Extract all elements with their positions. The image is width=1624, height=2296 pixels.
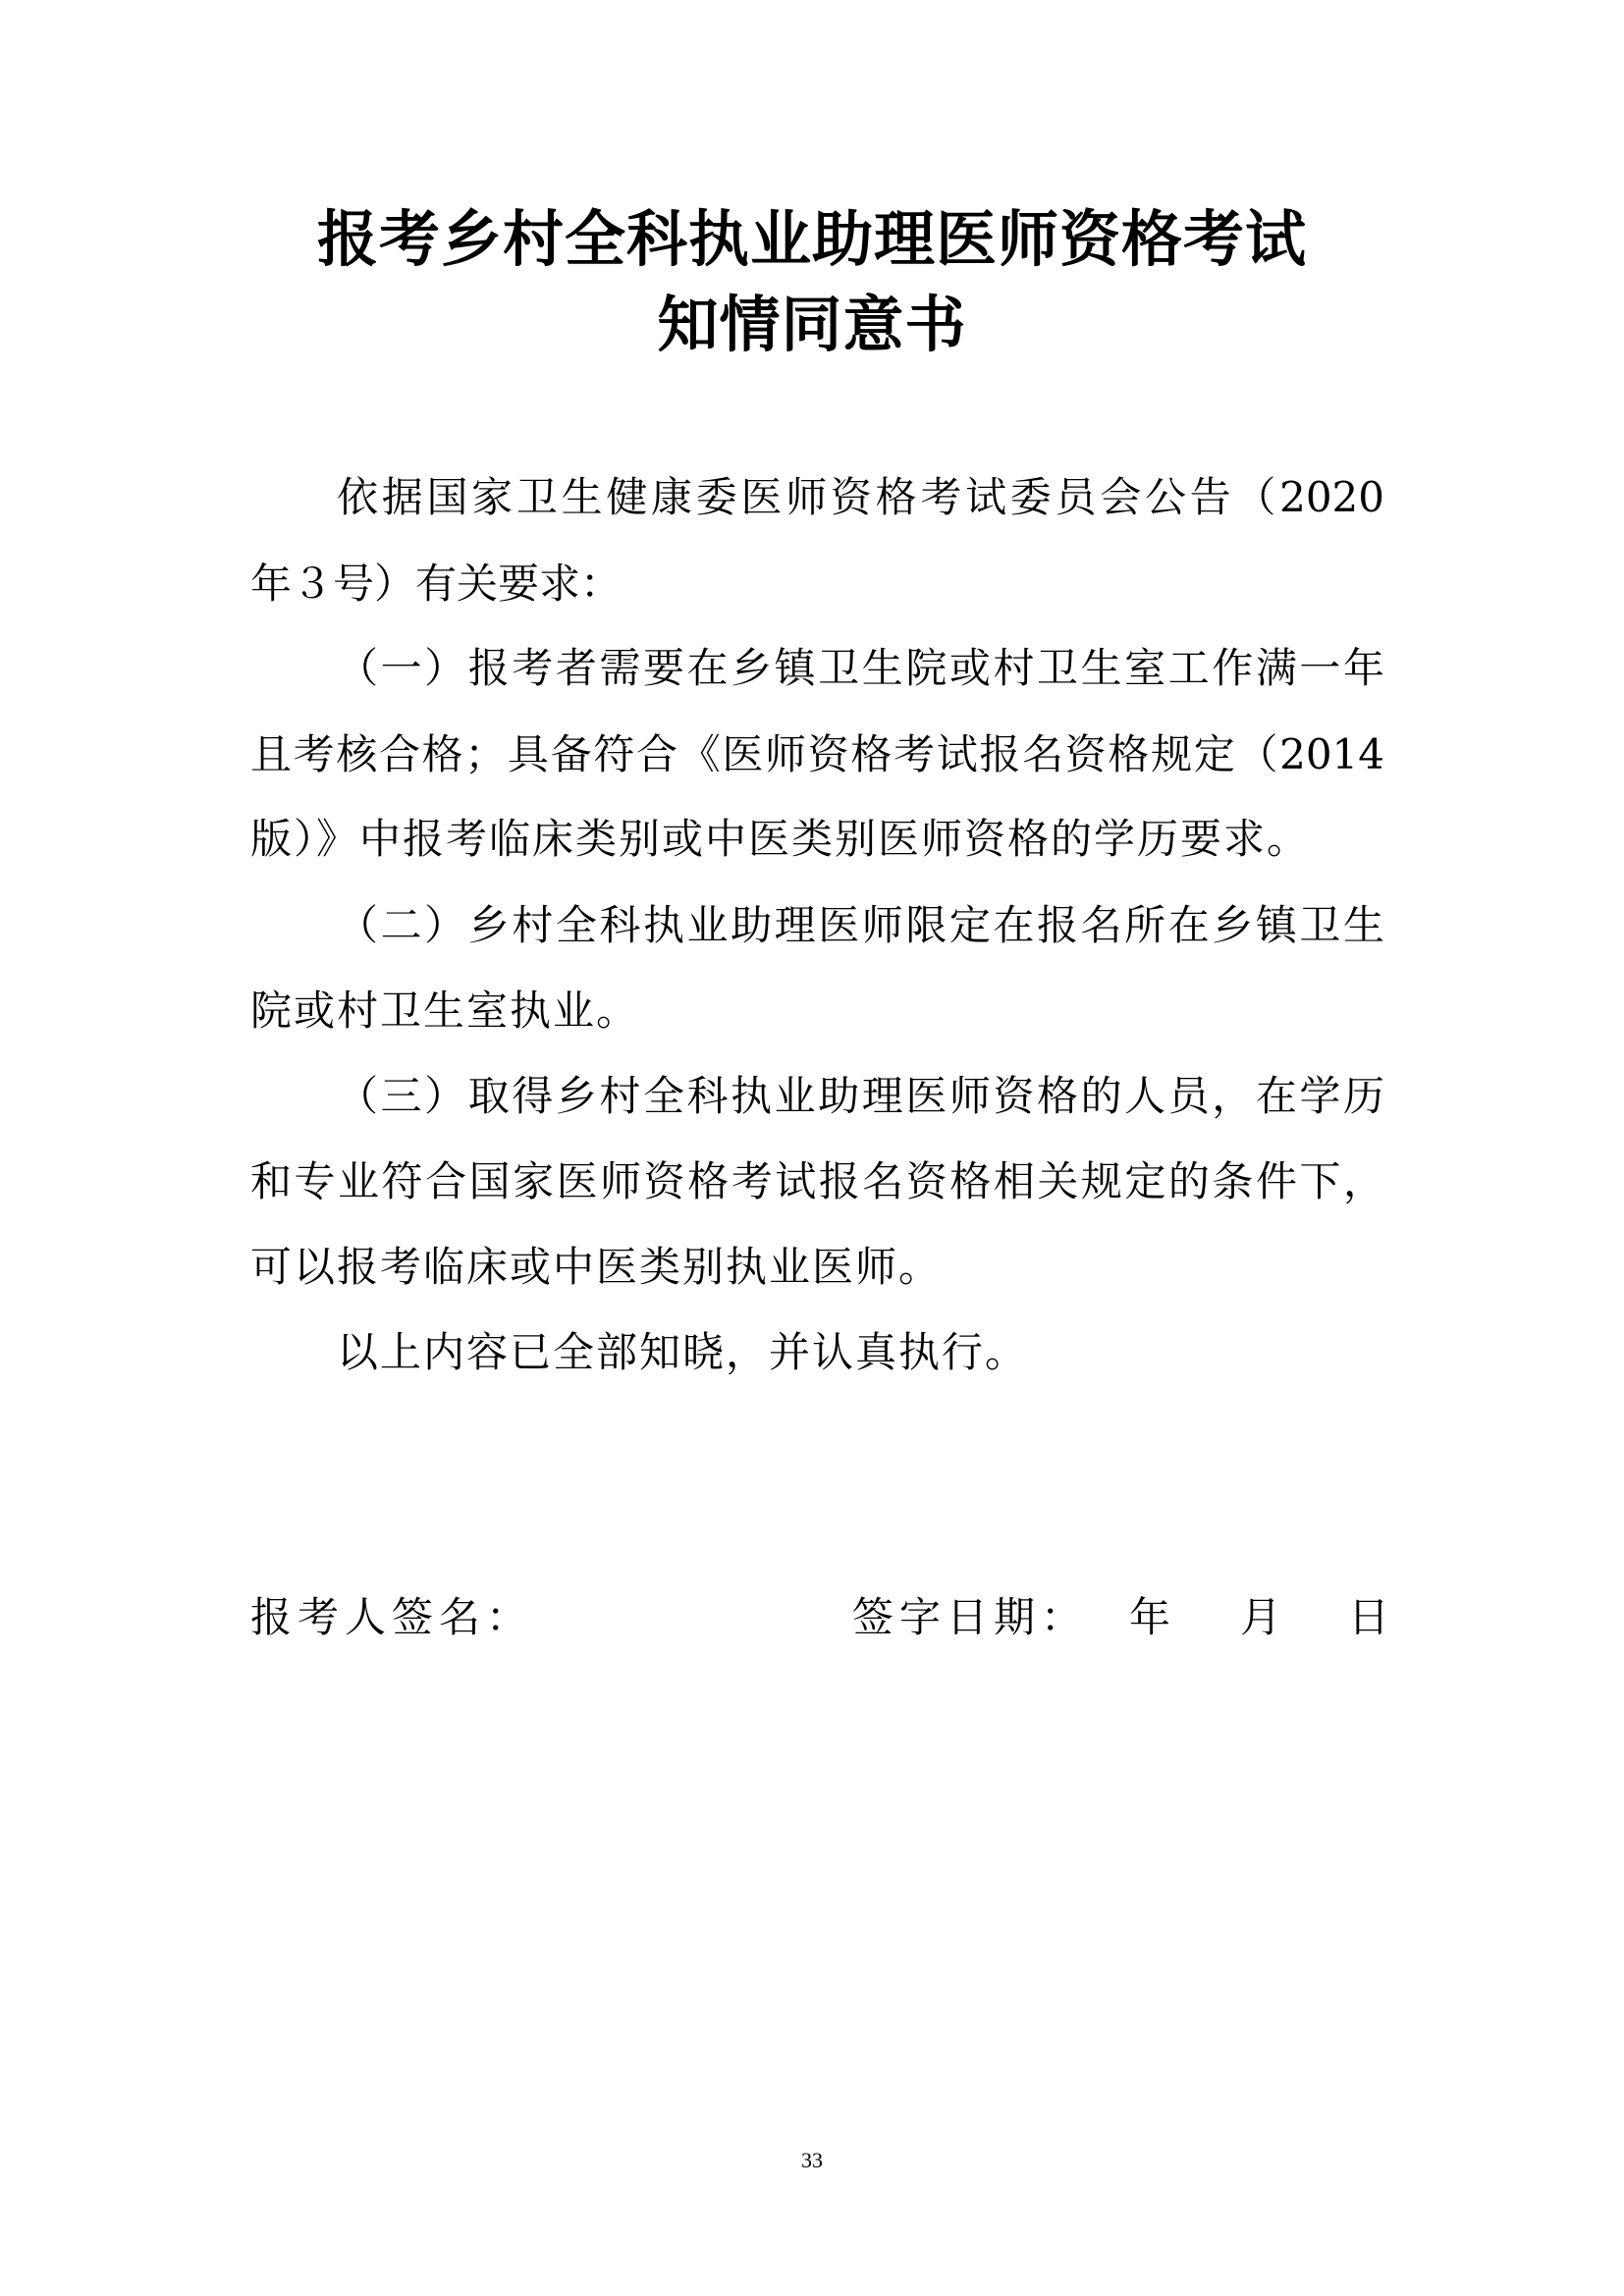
- item-3-line-3: 可以报考临床或中医类别执业医师。: [250, 1243, 943, 1291]
- date-year-label: 年: [1129, 1593, 1171, 1641]
- signature-label: 报考人签名：: [250, 1593, 534, 1641]
- item-1-line-2: 且考核合格；具备符合《医师资格考试报名资格规定（2014: [250, 730, 1384, 778]
- item-2-line-2: 院或村卫生室执业。: [250, 987, 640, 1035]
- signature-date-label: 签字日期：: [852, 1593, 1089, 1641]
- item-3-line-2: 和专业符合国家医师资格考试报名资格相关规定的条件下，: [250, 1157, 1384, 1205]
- item-1-line-1: （一）报考者需要在乡镇卫生院或村卫生室工作满一年: [337, 644, 1384, 692]
- date-day-label: 日: [1348, 1593, 1390, 1641]
- item-3-line-1: （三）取得乡村全科执业助理医师资格的人员，在学历: [337, 1072, 1384, 1120]
- document-title-line-2: 知情同意书: [657, 289, 967, 360]
- intro-line-2: 年３号）有关要求：: [250, 560, 623, 608]
- closing-statement: 以上内容已全部知晓，并认真执行。: [337, 1328, 1029, 1376]
- item-1-line-3: 版）》中报考临床类别或中医类别医师资格的学历要求。: [250, 815, 1311, 863]
- intro-line-1: 依据国家卫生健康委医师资格考试委员会公告（2020: [337, 473, 1384, 521]
- item-2-line-1: （二）乡村全科执业助理医师限定在报名所在乡镇卫生: [337, 901, 1384, 949]
- page-number: 33: [801, 2148, 823, 2172]
- document-title-line-1: 报考乡村全科执业助理医师资格考试: [316, 203, 1307, 275]
- date-month-label: 月: [1240, 1593, 1282, 1641]
